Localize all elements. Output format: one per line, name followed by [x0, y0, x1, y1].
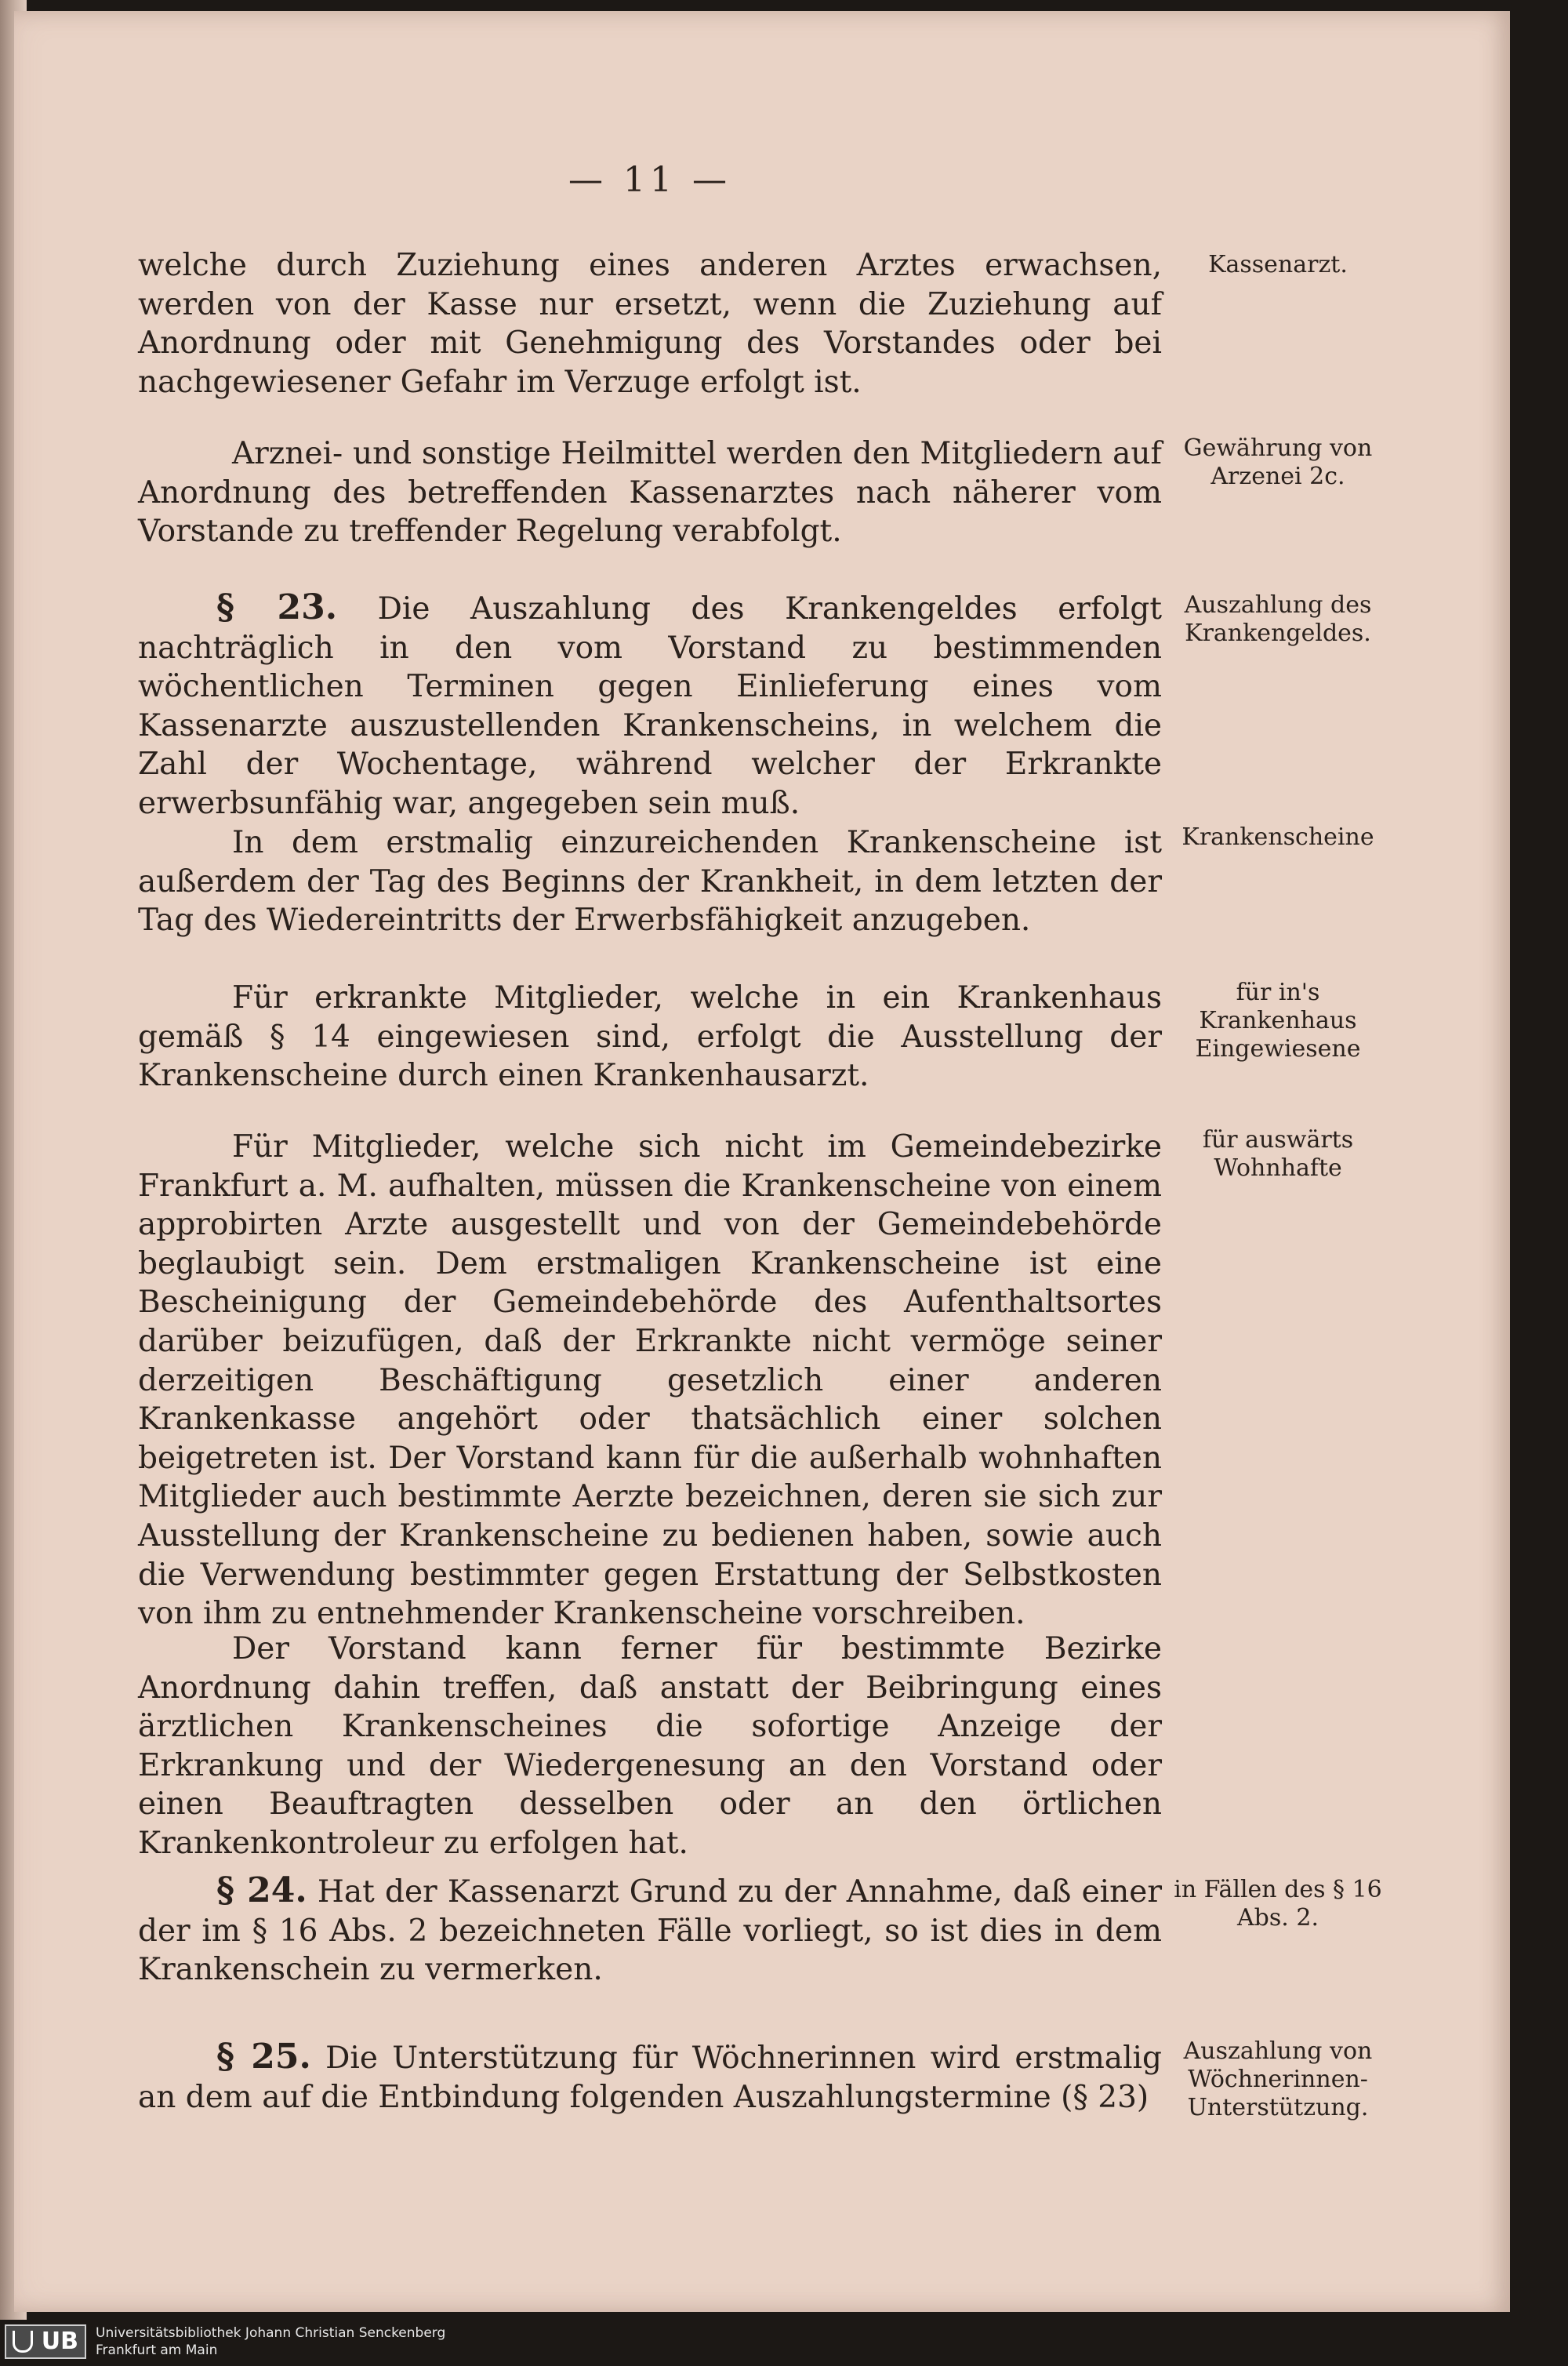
paragraph-text: Die Unterstützung für Wöchnerinnen wird erstmalig an dem auf die Entbindung folgenden Auszahlungstermine (§ 23)	[138, 2041, 1162, 2115]
paragraph-text: Hat der Kassenarzt Grund zu der Annahme, daß einer der im § 16 Abs. 2 bezeichneten Fälle vorliegt, so ist dies in dem Krankenschein zu vermerken.	[138, 1874, 1162, 1988]
margin-note-auswaerts: für auswärts Wohnhafte	[1202, 1126, 1354, 1182]
section-number: § 23.	[216, 587, 338, 627]
paragraph-heilmittel	[138, 434, 1162, 551]
paragraph-text: Die Auszahlung des Krankengeldes erfolgt nachträglich in den vom Vorstand zu bestimmenden wöchentlichen Terminen gegen Einlieferung eines vom Kassenarzte auszustellenden Krankenscheins, in welchem die Zahl der Wochentage, während welcher der Erkrankte erwerbsunfähig war, angegeben sein muß.	[138, 591, 1162, 821]
margin-note-krankenscheine: Krankenscheine	[1181, 823, 1374, 851]
paragraph-text: welche durch Zuziehung eines anderen Arztes erwachsen, werden von der Kasse nur ersetzt, wenn die Zuziehung auf Anordnung oder mit Genehmigung des Vorstandes oder bei nachgewiesener Gefahr im Verzuge erfolgt ist.	[138, 248, 1162, 400]
margin-note-faelle: in Fällen des § 16 Abs. 2.	[1174, 1876, 1382, 1932]
paragraph-kassenarzt	[138, 246, 1162, 402]
footer-bar	[0, 2320, 1568, 2366]
paragraph-text: Der Vorstand kann ferner für bestimmte Bezirke Anordnung dahin treffen, daß anstatt der Beibringung eines ärztlichen Krankenscheines die sofortige Anzeige der Erkrankung und der Wiedergenesung an den Vorstand oder einen Beauftragten desselben oder an den örtlichen Krankenkontroleur zu erfolgen hat.	[138, 1631, 1162, 1861]
library-credit	[96, 2324, 445, 2359]
margin-note-woechnerinnen: Auszahlung von Wöchnerinnen-Unterstützung.	[1183, 2037, 1373, 2121]
margin-note-kassenarzt: Kassenarzt.	[1208, 251, 1348, 278]
library-logo	[5, 2324, 86, 2359]
margin-note-gewaehrung: Gewährung von Arzenei 2c.	[1183, 434, 1373, 490]
margin-note-auszahlung-krankengeld: Auszahlung des Krankengeldes.	[1184, 591, 1372, 647]
paragraph-krankenhaus	[138, 979, 1162, 1096]
section-number: § 25.	[216, 2037, 311, 2077]
paragraph-text: Arznei- und sonstige Heilmittel werden den Mitgliedern auf Anordnung des betreffenden Kassenarztes nach näherer vom Vorstande zu treffender Regelung verabfolgt.	[138, 436, 1162, 550]
library-city: Frankfurt am Main	[96, 2342, 218, 2358]
paragraph-section-24	[138, 1871, 1162, 1990]
paragraph-section-23	[138, 588, 1162, 823]
logo-text: UB	[41, 2328, 78, 2355]
margin-note-krankenhaus: für in's Krankenhaus Eingewiesene	[1195, 979, 1361, 1063]
ub-logo-icon	[13, 2331, 33, 2353]
scanned-page	[14, 11, 1510, 2312]
paragraph-text: Für erkrankte Mitglieder, welche in ein Krankenhaus gemäß § 14 eingewiesen sind, erfolgt die Ausstellung der Krankenscheine durch einen Krankenhausarzt.	[138, 980, 1162, 1094]
paragraph-krankenscheine	[138, 823, 1162, 940]
paragraph-auswaerts	[138, 1128, 1162, 1634]
paragraph-text: In dem erstmalig einzureichenden Krankenscheine ist außerdem der Tag des Beginns der Krankheit, in dem letzten der Tag des Wiedereintritts der Erwerbsfähigkeit anzugeben.	[138, 825, 1162, 939]
paragraph-section-25	[138, 2037, 1162, 2117]
library-name: Universitätsbibliothek Johann Christian Senckenberg	[96, 2325, 446, 2341]
section-number: § 24.	[216, 1870, 307, 1910]
paragraph-text: Für Mitglieder, welche sich nicht im Gemeindebezirke Frankfurt a. M. aufhalten, müssen die Krankenscheine von einem approbirten Arzte ausgestellt und von der Gemeindebehörde beglaubigt sein. Dem erstmaligen Krankenscheine ist eine Bescheinigung der Gemeindebehörde des Aufenthaltsortes darüber beizufügen, daß der Erkrankte nicht vermöge seiner derzeitigen Beschäftigung gesetzlich einer anderen Krankenkasse angehört oder thatsächlich einer solchen beigetreten ist. Der Vorstand kann für die außerhalb wohnhaften Mitglieder auch bestimmte Aerzte bezeichnen, deren sie sich zur Ausstellung der Krankenscheine zu bedienen haben, sowie auch die Verwendung bestimmter gegen Erstattung der Selbstkosten von ihm zu entnehmender Krankenscheine vorschreiben.	[138, 1129, 1162, 1632]
paragraph-bezirke	[138, 1630, 1162, 1863]
page-number: — 11 —	[568, 160, 731, 200]
